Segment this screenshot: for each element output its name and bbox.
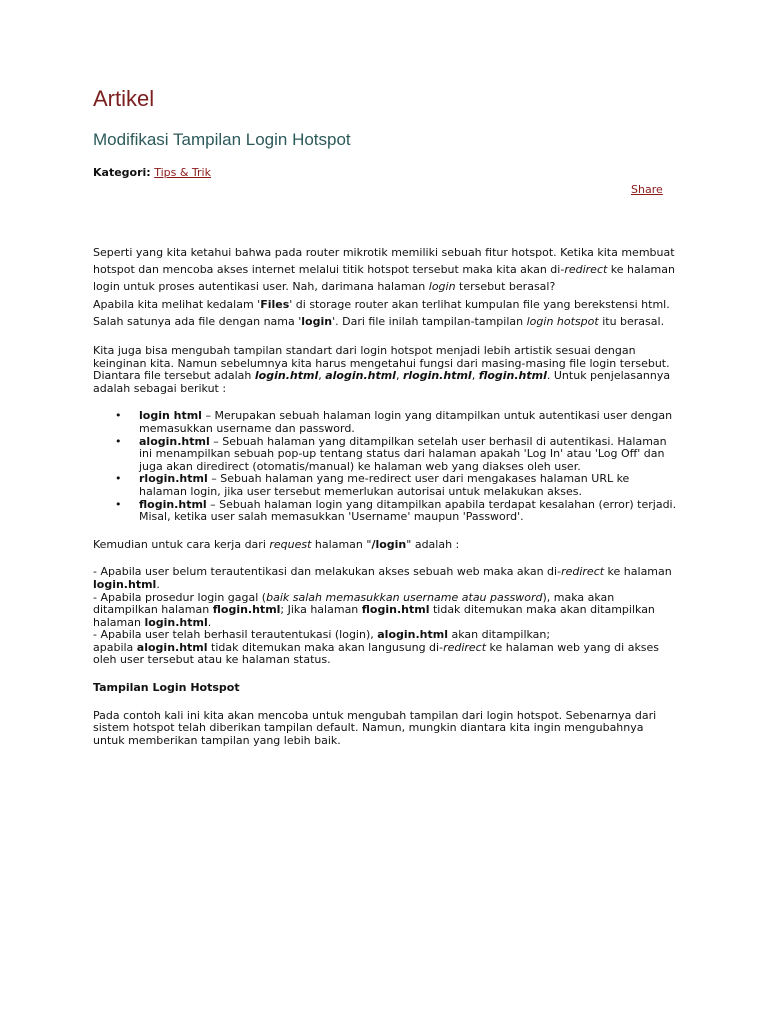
- site-title: Artikel: [93, 86, 155, 111]
- share-link[interactable]: Share: [631, 183, 663, 196]
- list-item: • login html – Merupakan sebuah halaman login yang ditampilkan untuk autentikasi user dengan memasukkan username dan password.: [115, 409, 673, 435]
- list-item: • flogin.html – Sebuah halaman login yang ditampilkan apabila terdapat kesalahan (error) terjadi. Misal, ketika user salah memasukkan 'Username' maupun 'Password'.: [115, 497, 677, 524]
- section-heading: Tampilan Login Hotspot: [93, 681, 240, 695]
- article-title: Modifikasi Tampilan Login Hotspot: [93, 130, 351, 149]
- file-list: [93, 410, 678, 523]
- category-link[interactable]: Tips & Trik: [154, 166, 211, 179]
- paragraph-workflow-intro: Kemudian untuk cara kerja dari request halaman "/login" adalah :: [93, 537, 460, 551]
- paragraph-closing: Pada contoh kali ini kita akan mencoba untuk mengubah tampilan dari login hotspot. Sebenarnya dari sistem hotspot telah diberikan tampilan default. Namun, mungkin diantara kita ingin mengubahnya untuk memberikan tampilan yang lebih baik.: [93, 708, 657, 747]
- list-item: • alogin.html – Sebuah halaman yang ditampilkan setelah user berhasil di autentikasi. Halaman ini menampilkan sebuah pop-up tentang status dari halaman apakah 'Log In' atau 'Log Off' dan juga akan diredirect (otomatis/manual) ke halaman web yang diakses oleh user.: [115, 434, 667, 473]
- paragraph-files-list: Kita juga bisa mengubah tampilan standart dari login hotspot menjadi lebih artistik sesuai dengan keinginan kita. Namun sebelumnya kita harus mengetahui fungsi dari masing-masing file login tersebut. Diantara file tersebut adalah login.html, alogin.html, rlogin.html, flogin.html. Untuk penjelasannya adalah sebagai berikut :: [93, 344, 671, 395]
- paragraph-intro: Seperti yang kita ketahui bahwa pada router mikrotik memiliki sebuah fitur hotspot. Ketika kita membuat hotspot dan mencoba akses internet melalui titik hotspot tersebut maka kita akan di-redirect ke halaman login untuk proses autentikasi user. Nah, darimana halaman login tersebut berasal?: [93, 246, 675, 294]
- article-body: [93, 244, 678, 747]
- paragraph-files: Apabila kita melihat kedalam 'Files' di storage router akan terlihat kumpulan file yang berekstensi html. Salah satunya ada file dengan nama 'login'. Dari file inilah tampilan-tampilan login hotspot itu berasal.: [93, 297, 670, 328]
- category-line: [93, 166, 211, 179]
- list-item: • rlogin.html – Sebuah halaman yang me-redirect user dari mengakases halaman URL ke halaman login, jika user tersebut memerlukan autorisai untuk melakukan akses.: [115, 472, 630, 498]
- paragraph-workflow: - Apabila user belum terautentikasi dan melakukan akses sebuah web maka akan di-redirect ke halaman login.html. - Apabila prosedur login gagal (baik salah memasukkan username atau password), maka akan ditampilkan halaman flogin.html; Jika halaman flogin.html tidak ditemukan maka akan ditampilkan halaman login.html. - Apabila user telah berhasil terautentukasi (login), alogin.html akan ditampilkan; apabila alogin.html tidak ditemukan maka akan langusung di-redirect ke halaman web yang di akses oleh user tersebut atau ke halaman status.: [93, 565, 672, 667]
- category-label: Kategori:: [93, 166, 151, 179]
